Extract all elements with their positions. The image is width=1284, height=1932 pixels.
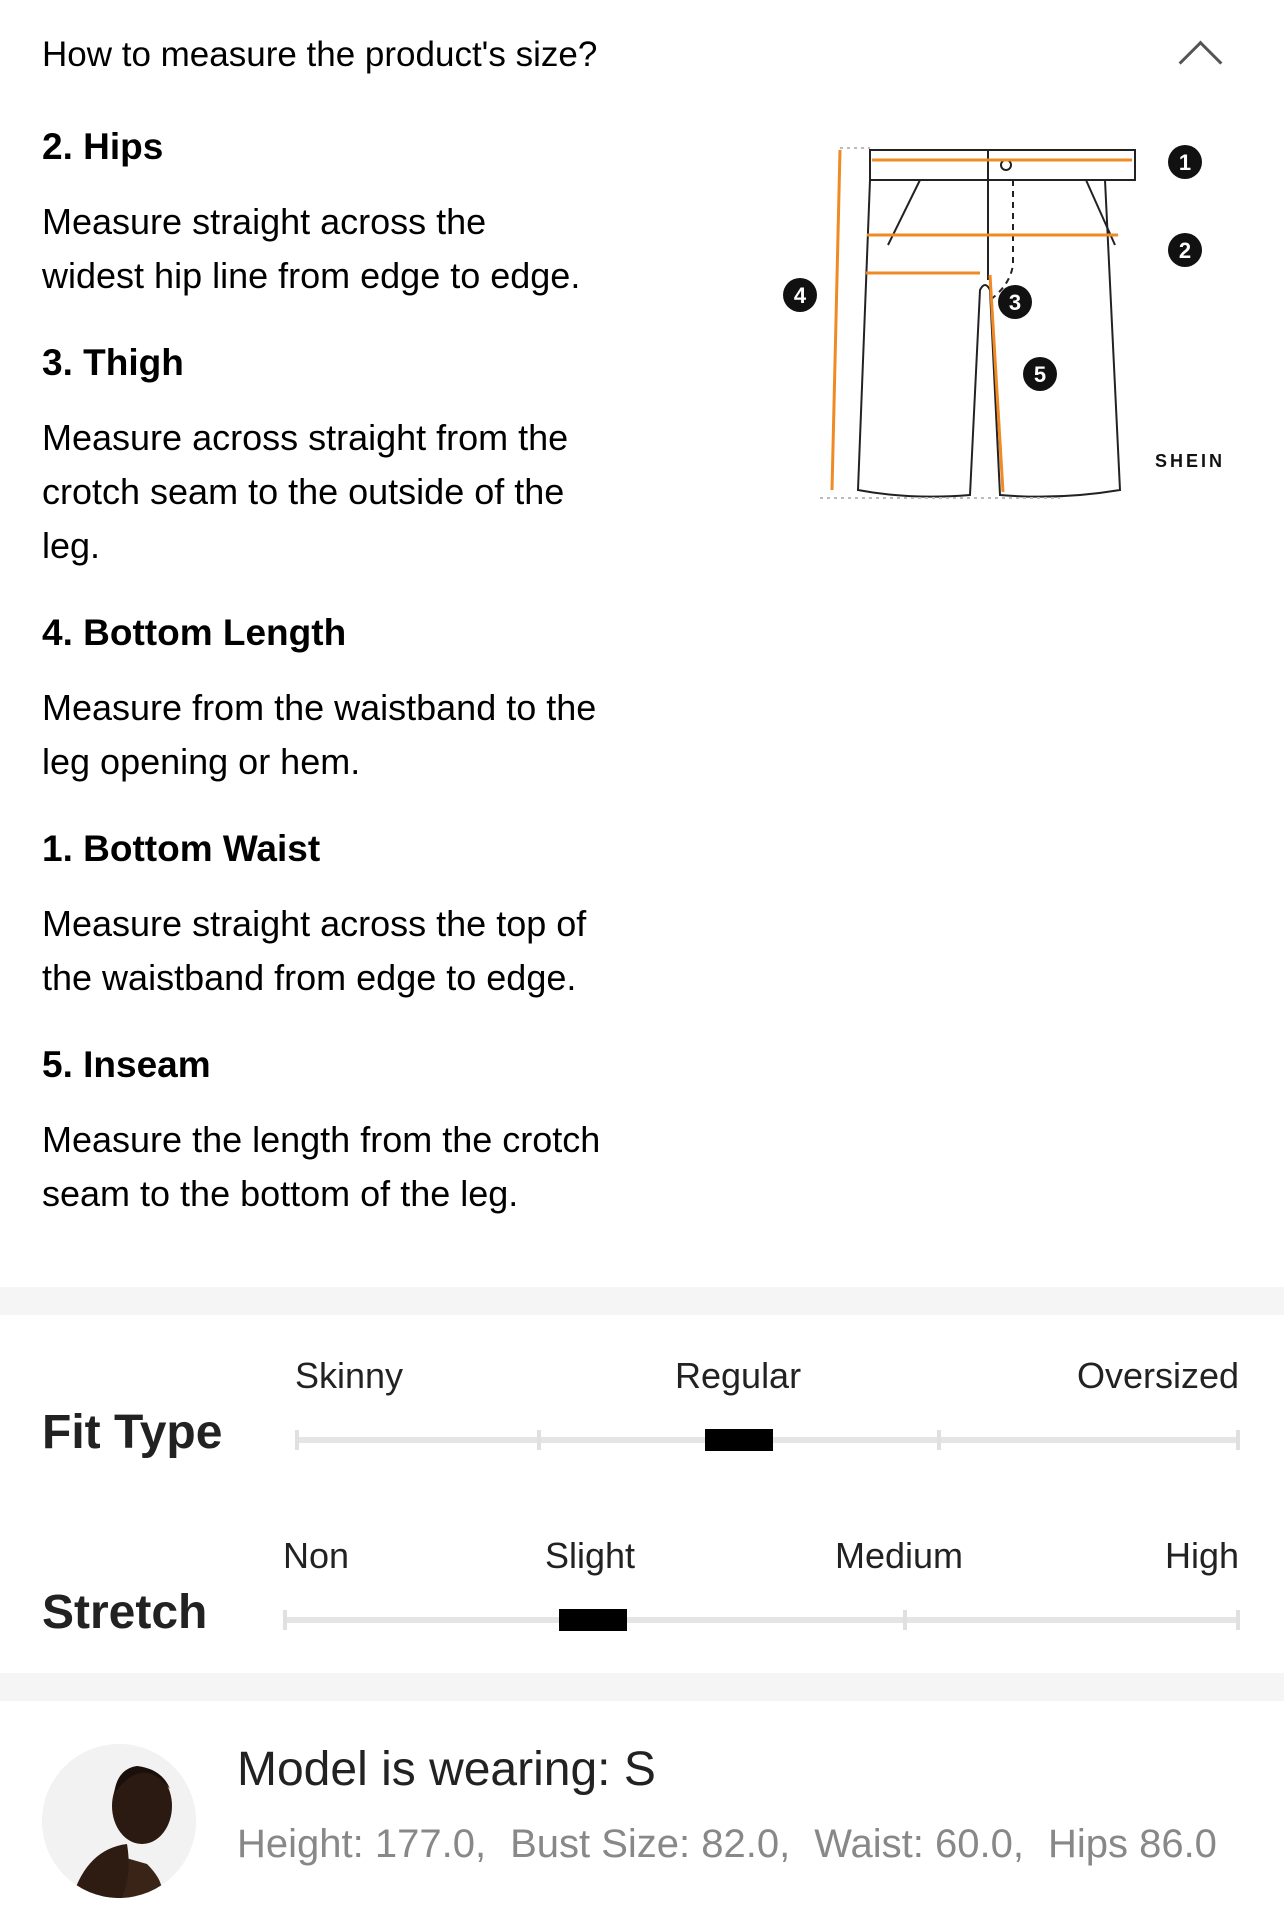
stretch-row <box>0 1535 1284 1695</box>
step-thigh <box>42 341 742 573</box>
scale-label-medium: Medium <box>835 1535 964 1576</box>
track-tick <box>1236 1610 1240 1630</box>
track-tick <box>937 1430 941 1450</box>
measure-section-header[interactable] <box>42 30 1242 80</box>
stretch-label: Stretch <box>42 1586 208 1639</box>
section-divider <box>0 1673 1284 1701</box>
fit-type-track <box>295 1437 1240 1443</box>
scale-label-regular: Regular <box>675 1355 802 1396</box>
marker-3: 3 <box>1008 290 1022 315</box>
track-tick <box>537 1430 541 1450</box>
model-hips: Hips 86.0 <box>1047 1822 1217 1866</box>
step-description: Measure straight across the widest hip line from edge to edge. <box>42 201 581 296</box>
step-title: 5. Inseam <box>42 1044 211 1085</box>
scale-label-slight: Slight <box>545 1535 636 1576</box>
stretch-track <box>283 1617 1240 1623</box>
model-waist: Waist: 60.0, <box>814 1822 1024 1866</box>
step-title: 1. Bottom Waist <box>42 828 321 869</box>
brand-logo: SHEIN <box>1155 451 1226 471</box>
measure-steps <box>42 125 742 1259</box>
model-size-title: Model is wearing: S <box>237 1743 656 1796</box>
marker-2: 2 <box>1178 238 1192 263</box>
stretch-scale <box>0 1535 1284 1585</box>
stretch-indicator <box>559 1609 627 1631</box>
track-tick <box>1236 1430 1240 1450</box>
model-bust: Bust Size: 82.0, <box>510 1822 791 1866</box>
fit-type-scale <box>0 1355 1284 1405</box>
step-inseam <box>42 1043 742 1221</box>
step-description: Measure the length from the crotch seam to the bottom of the leg. <box>42 1119 601 1214</box>
step-hips <box>42 125 742 303</box>
model-measurements <box>237 1822 1217 1867</box>
step-bottom-length <box>42 611 742 789</box>
model-info <box>0 1700 1284 1932</box>
step-description: Measure across straight from the crotch seam to the outside of the leg. <box>42 417 569 566</box>
model-height: Height: 177.0, <box>237 1822 487 1866</box>
fit-type-label: Fit Type <box>42 1406 223 1459</box>
marker-1: 1 <box>1178 150 1192 175</box>
scale-label-oversized: Oversized <box>1076 1355 1239 1396</box>
step-description: Measure straight across the top of the waistband from edge to edge. <box>42 903 587 998</box>
marker-4: 4 <box>793 283 807 308</box>
chevron-up-icon[interactable] <box>1179 40 1223 84</box>
track-tick <box>903 1610 907 1630</box>
fit-type-row <box>0 1355 1284 1515</box>
section-divider <box>0 1287 1284 1315</box>
measure-section-title: How to measure the product's size? <box>42 35 598 74</box>
track-tick <box>295 1430 299 1450</box>
fit-type-indicator <box>705 1429 773 1451</box>
track-tick <box>283 1610 287 1630</box>
step-title: 3. Thigh <box>42 342 184 383</box>
marker-5: 5 <box>1033 362 1047 387</box>
length-line <box>832 150 840 490</box>
step-title: 4. Bottom Length <box>42 612 347 653</box>
shorts-measurement-diagram <box>770 130 1250 600</box>
step-description: Measure from the waistband to the leg opening or hem. <box>42 687 597 782</box>
model-avatar <box>42 1744 196 1898</box>
step-title: 2. Hips <box>42 126 164 167</box>
scale-label-skinny: Skinny <box>295 1355 404 1396</box>
scale-label-high: High <box>1164 1535 1239 1576</box>
scale-label-non: Non <box>283 1535 350 1576</box>
step-bottom-waist <box>42 827 742 1005</box>
